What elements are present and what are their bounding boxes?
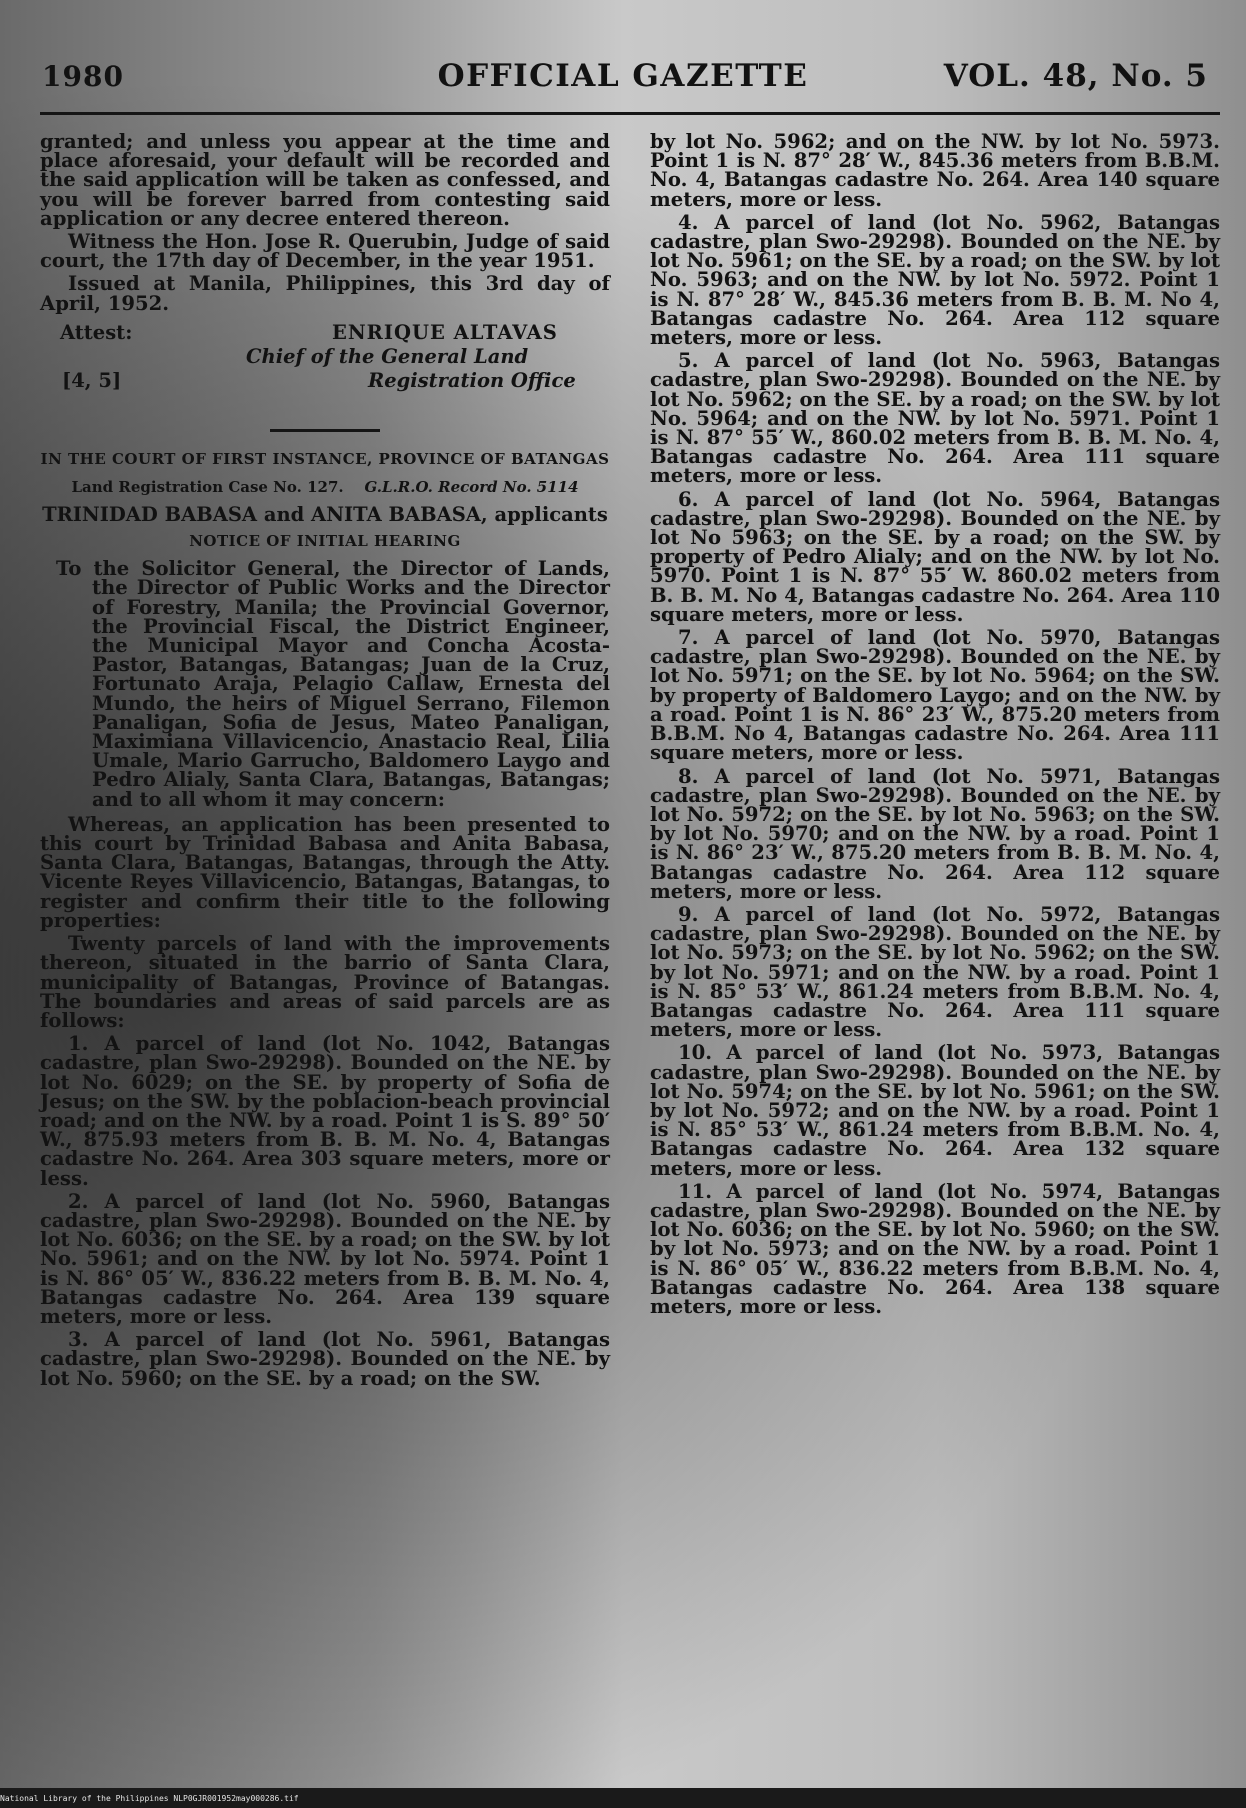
parcels-intro-paragraph: Twenty parcels of land with the improvements thereon, situated in the barrio of Santa Clara, municipality of Batangas, Province of Batangas. The boundaries and areas of said parcels are as follows:: [40, 932, 610, 1032]
right-column: [650, 132, 1220, 1316]
header-rule: [40, 112, 1220, 115]
whereas-paragraph: Whereas, an application has been presented to this court by Trinidad Babasa and Anita Babasa, Santa Clara, Batangas, Batangas, through the Atty. Vicente Reyes Villavicencio, Batangas, Batangas, to register and confirm their title to the following properties:: [40, 812, 610, 932]
addressee-paragraph: To the Solicitor General, the Director of Lands, the Director of Public Works and the Director of Forestry, Manila; the Provincial Governor, the Provincial Fiscal, the District Engineer, the Municipal Mayor and Concha Acosta-Pastor, Batangas, Batangas; Juan de la Cruz, Fortunato Araja, Pelagio Callaw, Ernesta del Mundo, the heirs of Miguel Serrano, Filemon Panaligan, Sofia de Jesus, Mateo Panaligan, Maximiana Villavicencio, Anastacio Real, Lilia Umale, Mario Garrucho, Baldomero Laygo and Pedro Alialy, Santa Clara, Batangas, Batangas; and to all whom it may concern:: [56, 557, 610, 811]
page-header: [36, 52, 1210, 102]
publication-title: OFFICIAL GAZETTE: [437, 58, 809, 94]
parcel-paragraph: 8. A parcel of land (lot No. 5971, Batangas cadastre, plan Swo-29298). Bounded on the NE. by lot No. 5972; on the SE. by lot No. 5963; on the SW. by lot No. 5970; and on the NW. by a road. Point 1 is N. 86° 23′ W., 875.20 meters from B. B. M. No. 4, Batangas cadastre No. 264. Area 112 square meters, more or less.: [650, 764, 1220, 903]
record-number: G.L.R.O. Record No. 5114: [364, 477, 579, 496]
parcel-paragraph: 11. A parcel of land (lot No. 5974, Batangas cadastre, plan Swo-29298). Bounded on the NE. by lot No. 6036; on the SE. by lot No. 5960; on the SW. by lot No. 5973; and on the NW. by a road. Point 1 is N. 86° 05′ W., 836.22 meters from B.B.M. No. 4, Batangas cadastre No. 264. Area 138 square meters, more or less.: [650, 1179, 1220, 1318]
parcel-paragraph: 9. A parcel of land (lot No. 5972, Batangas cadastre, plan Swo-29298). Bounded on the NE. by lot No. 5973; on the SE. by lot No. 5962; on the SW. by lot No. 5971; and on the NW. by a road. Point 1 is N. 85° 53′ W., 861.24 meters from B.B.M. No. 4, Batangas cadastre No. 264. Area 111 square meters, more or less.: [650, 902, 1220, 1042]
court-heading: IN THE COURT OF FIRST INSTANCE, PROVINCE OF BATANGAS: [40, 449, 610, 468]
case-number: Land Registration Case No. 127.: [71, 477, 344, 496]
volume-number: VOL. 48, No. 5: [943, 58, 1208, 94]
parcel-paragraph: 10. A parcel of land (lot No. 5973, Batangas cadastre, plan Swo-29298). Bounded on the NE. by lot No. 5974; on the SE. by lot No. 5961; on the SW. by lot No. 5972; and on the NW. by a road. Point 1 is N. 85° 53′ W., 861.24 meters from B.B.M. No. 4, Batangas cadastre No. 264. Area 132 square meters, more or less.: [650, 1041, 1220, 1180]
parcel-paragraph: 2. A parcel of land (lot No. 5960, Batangas cadastre, plan Swo-29298). Bounded on the NE. by lot No. 6036; on the SE. by a road; on the SW. by lot No. 5961; and on the NW. by lot No. 5974. Point 1 is N. 86° 05′ W., 836.22 meters from B. B. M. No. 4, Batangas cadastre No. 264. Area 139 square meters, more or less.: [40, 1189, 610, 1328]
attest-name: ENRIQUE ALTAVAS: [332, 320, 558, 344]
issue-reference: [4, 5]: [62, 368, 122, 392]
scan-footer: National Library of the Philippines NLP0GJR001952may000286.tif: [0, 1794, 299, 1803]
applicants-line: TRINIDAD BABASA and ANITA BABASA, applicants: [42, 502, 608, 526]
continuation-paragraph: by lot No. 5962; and on the NW. by lot No. 5973. Point 1 is N. 87° 28′ W., 845.36 meters from B.B.M. No. 4, Batangas cadastre No. 264. Area 140 square meters, more or less.: [650, 130, 1220, 211]
attest-title-line-1: Chief of the General Land: [246, 344, 529, 368]
attest-title-line-2: Registration Office: [368, 368, 576, 392]
section-divider: [270, 429, 380, 432]
notice-title: NOTICE OF INITIAL HEARING: [189, 532, 461, 551]
parcel-paragraph: 6. A parcel of land (lot No. 5964, Batangas cadastre, plan Swo-29298). Bounded on the NE. by lot No 5963; on the SE. by a road; on the SW. by property of Pedro Alialy; and on the NW. by lot No. 5970. Point 1 is N. 87° 55′ W. 860.02 meters from B. B. M. No 4, Batangas cadastre No. 264. Area 110 square meters, more or less.: [650, 487, 1220, 626]
attest-label: Attest:: [60, 320, 133, 344]
left-column: [40, 132, 610, 1388]
parcel-paragraph: 4. A parcel of land (lot No. 5962, Batangas cadastre, plan Swo-29298). Bounded on the NE. by lot No. 5961; on the SE. by a road; on the SW. by lot No. 5963; and on the NW. by lot No. 5972. Point 1 is N. 87° 28′ W., 845.36 meters from B. B. M. No 4, Batangas cadastre No. 264. Area 112 square meters, more or less.: [650, 210, 1220, 350]
opening-paragraph: granted; and unless you appear at the time and place aforesaid, your default will be recorded and the said application will be taken as confessed, and you will be forever barred from contesting said application or any decree entered thereon.: [40, 130, 610, 230]
page-number: 1980: [42, 60, 124, 93]
case-heading: [40, 478, 610, 497]
witness-paragraph: Witness the Hon. Jose R. Querubin, Judge of said court, the 17th day of December, in the year 1951.: [40, 230, 610, 273]
parcel-paragraph: 7. A parcel of land (lot No. 5970, Batangas cadastre, plan Swo-29298). Bounded on the NE. by lot No. 5971; on the SE. by lot No. 5964; on the SW. by property of Baldomero Laygo; and on the NW. by a road. Point 1 is N. 86° 23′ W., 875.20 meters from B.B.M. No 4, Batangas cadastre No. 264. Area 111 square meters, more or less.: [650, 626, 1220, 765]
parcel-paragraph: 5. A parcel of land (lot No. 5963, Batangas cadastre, plan Swo-29298). Bounded on the NE. by lot No. 5962; on the SE. by a road; on the SW. by lot No. 5964; and on the NW. by lot No. 5971. Point 1 is N. 87° 55′ W., 860.02 meters from B. B. M. No. 4, Batangas cadastre No. 264. Area 111 square meters, more or less.: [650, 349, 1220, 488]
attestation-block: [40, 320, 610, 407]
issued-paragraph: Issued at Manila, Philippines, this 3rd day of April, 1952.: [40, 272, 610, 315]
parcel-paragraph: 3. A parcel of land (lot No. 5961, Batangas cadastre, plan Swo-29298). Bounded on the NE. by lot No. 5960; on the SE. by a road; on the SW.: [40, 1328, 610, 1390]
parcel-paragraph: 1. A parcel of land (lot No. 1042, Batangas cadastre, plan Swo-29298). Bounded on the NE. by lot No. 6029; on the SE. by property of Sofia de Jesus; on the SW. by the poblacion-beach provincial road; and on the NW. by a road. Point 1 is S. 89° 50′ W., 875.93 meters from B. B. M. No. 4, Batangas cadastre No. 264. Area 303 square meters, more or less.: [40, 1032, 610, 1190]
